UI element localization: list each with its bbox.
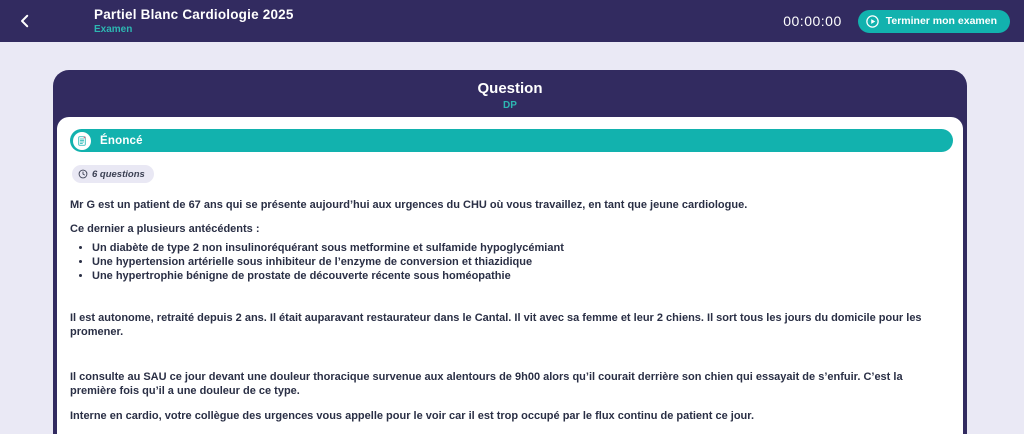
topbar [0,0,1024,42]
exam-title-block [94,7,294,35]
question-card-body [57,117,963,434]
back-button[interactable] [14,10,36,32]
exam-subtitle: Examen [94,24,133,35]
chevron-left-icon [16,12,34,30]
question-card-header [53,70,967,117]
enonce-label: Énoncé [100,134,143,147]
paragraph-consultation: Il consulte au SAU ce jour devant une douleur thoracique survenue aux alentours de 9h00 alors qu’il courait derrière son chien qui essayait de s’enfuir. C’est la première fois qu’il a une douleur de ce type. [70,371,903,397]
play-circle-icon [865,14,880,29]
document-icon [73,132,91,150]
exam-title: Partiel Blanc Cardiologie 2025 [94,7,294,22]
question-card [53,70,967,434]
exam-timer: 00:00:00 [783,13,842,29]
clock-icon [78,169,88,179]
paragraph-antecedents-intro: Ce dernier a plusieurs antécédents : [70,223,260,235]
paragraph-autonomy: Il est autonome, retraité depuis 2 ans. Il était auparavant restaurateur dans le Cantal. Il vit avec sa femme et leur 2 chiens. Il sort tous les jours du domicile pour les promener. [70,312,922,338]
list-item: • Une hypertrophie bénigne de prostate de découverte récente sous homéopathie [92,269,947,283]
question-type-label: DP [503,100,517,111]
paragraph-conclusion: Interne en cardio, votre collègue des urgences vous appelle pour le voir car il est trop occupé par le flux continu de patient ce jour. [70,410,755,422]
enonce-content [70,198,953,423]
enonce-banner [70,129,953,152]
question-title: Question [477,80,543,97]
list-item: • Une hypertension artérielle sous inhibiteur de l’enzyme de conversion et thiazidique [92,255,947,269]
finish-exam-button[interactable] [858,10,1010,33]
questions-count-badge [72,165,154,183]
paragraph-intro: Mr G est un patient de 67 ans qui se présente aujourd’hui aux urgences du CHU où vous travaillez, en tant que jeune cardiologue. [70,199,748,211]
finish-exam-label: Terminer mon examen [885,15,997,27]
questions-count-label: 6 questions [92,168,145,180]
antecedents-list [70,241,947,283]
list-item: • Un diabète de type 2 non insulinoréquérant sous metformine et sulfamide hypoglycémiant [92,241,947,255]
